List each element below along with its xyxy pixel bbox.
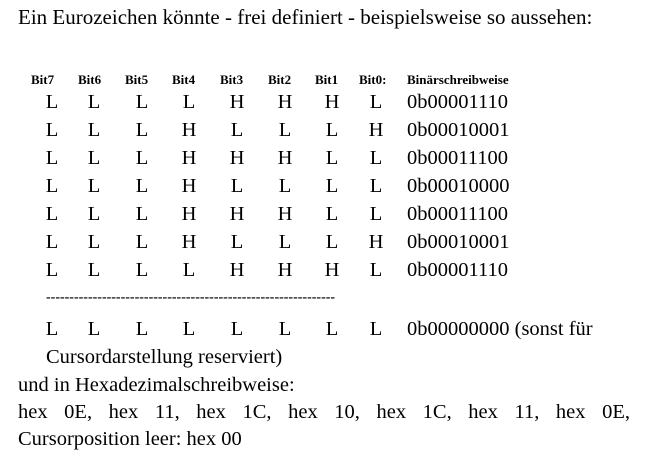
table-row bbox=[0, 203, 654, 231]
outro-line-3: Cursorposition leer: hex 00 bbox=[18, 428, 242, 450]
table-row-reset bbox=[0, 318, 654, 346]
bit-cell: H bbox=[368, 119, 384, 141]
outro-line-1: und in Hexadezimalschreibweise: bbox=[18, 374, 295, 396]
header-bit6: Bit6 bbox=[78, 72, 102, 87]
bit-cell: L bbox=[135, 91, 149, 113]
bit-cell: L bbox=[325, 119, 339, 141]
bit-cell: L bbox=[135, 259, 149, 281]
outro-line-2: hex 0E, hex 11, hex 1C, hex 10, hex 1C, hex 11, hex 0E, bbox=[18, 401, 630, 423]
bit-cell: H bbox=[368, 231, 384, 253]
binary-cell: 0b00011100 bbox=[407, 203, 508, 225]
bit-cell: L bbox=[182, 318, 196, 340]
bit-cell: H bbox=[277, 203, 293, 225]
bit-cell: L bbox=[325, 175, 339, 197]
bit-cell: L bbox=[87, 231, 101, 253]
bit-cell: L bbox=[87, 147, 101, 169]
bit-cell: H bbox=[181, 147, 197, 169]
table-row bbox=[0, 119, 654, 147]
bit-cell: H bbox=[181, 231, 197, 253]
bit-cell: H bbox=[277, 147, 293, 169]
bit-cell: L bbox=[230, 231, 244, 253]
table-row bbox=[0, 231, 654, 259]
bit-cell: L bbox=[278, 318, 292, 340]
bit-cell: H bbox=[229, 147, 245, 169]
bit-cell: H bbox=[324, 91, 340, 113]
header-bit4: Bit4 bbox=[172, 72, 196, 87]
bit-cell: L bbox=[45, 119, 59, 141]
bit-cell: H bbox=[229, 91, 245, 113]
bit-cell: L bbox=[369, 147, 383, 169]
bit-cell: L bbox=[325, 231, 339, 253]
bit-cell: H bbox=[324, 259, 340, 281]
binary-cell: 0b00010001 bbox=[407, 119, 510, 141]
table-row bbox=[0, 147, 654, 175]
bit-cell: L bbox=[369, 175, 383, 197]
bit-cell: L bbox=[45, 147, 59, 169]
binary-cell: 0b00010000 bbox=[407, 175, 510, 197]
bit-cell: L bbox=[45, 203, 59, 225]
binary-cell: 0b00001110 bbox=[407, 259, 508, 281]
dashed-separator: -------------------------------------------------------------- bbox=[46, 290, 336, 305]
bit-cell: L bbox=[325, 318, 339, 340]
bit-cell: L bbox=[45, 318, 59, 340]
bit-cell: H bbox=[229, 259, 245, 281]
bit-cell: L bbox=[135, 119, 149, 141]
bit-cell: L bbox=[278, 231, 292, 253]
binary-cell: 0b00010001 bbox=[407, 231, 510, 253]
bit-cell: L bbox=[182, 259, 196, 281]
bit-cell: H bbox=[181, 119, 197, 141]
table-header bbox=[0, 72, 654, 90]
bit-cell: H bbox=[277, 259, 293, 281]
header-bit3: Bit3 bbox=[220, 72, 244, 87]
bit-cell: L bbox=[230, 318, 244, 340]
header-bit2: Bit2 bbox=[268, 72, 292, 87]
bit-cell: L bbox=[87, 175, 101, 197]
binary-cell: 0b00011100 bbox=[407, 147, 508, 169]
bit-cell: H bbox=[181, 175, 197, 197]
bit-cell: L bbox=[369, 259, 383, 281]
bit-cell: L bbox=[369, 318, 383, 340]
table-row bbox=[0, 175, 654, 203]
bit-cell: L bbox=[45, 91, 59, 113]
bit-cell: L bbox=[87, 203, 101, 225]
bit-cell: L bbox=[182, 91, 196, 113]
table-row bbox=[0, 91, 654, 119]
bit-cell: L bbox=[369, 203, 383, 225]
bit-cell: L bbox=[45, 175, 59, 197]
bit-cell: L bbox=[135, 175, 149, 197]
bit-cell: L bbox=[87, 259, 101, 281]
intro-text: Ein Eurozeichen könnte - frei definiert - beispielsweise so aussehen: bbox=[18, 5, 593, 29]
bit-cell: L bbox=[135, 203, 149, 225]
bit-cell: L bbox=[230, 119, 244, 141]
header-bit1: Bit1 bbox=[315, 72, 339, 87]
bit-cell: L bbox=[45, 231, 59, 253]
bit-cell: L bbox=[135, 231, 149, 253]
bit-cell: L bbox=[325, 147, 339, 169]
bit-cell: L bbox=[325, 203, 339, 225]
bit-cell: H bbox=[277, 91, 293, 113]
header-bit5: Bit5 bbox=[125, 72, 149, 87]
binary-cell: 0b00000000 (sonst für bbox=[407, 318, 593, 340]
binary-cell: 0b00001110 bbox=[407, 91, 508, 113]
header-binary: Binärschreibweise bbox=[407, 72, 509, 87]
bit-cell: L bbox=[230, 175, 244, 197]
bit-cell: L bbox=[135, 147, 149, 169]
bit-cell: L bbox=[87, 91, 101, 113]
header-bit0: Bit0: bbox=[359, 72, 387, 87]
bit-cell: H bbox=[229, 203, 245, 225]
bit-cell: L bbox=[45, 259, 59, 281]
bit-cell: L bbox=[87, 119, 101, 141]
bit-table bbox=[0, 91, 654, 287]
outro-paragraph bbox=[18, 372, 630, 453]
bit-cell: L bbox=[369, 91, 383, 113]
bit-cell: L bbox=[278, 175, 292, 197]
bit-cell: L bbox=[135, 318, 149, 340]
reset-note: Cursordarstellung reserviert) bbox=[46, 346, 283, 368]
bit-cell: L bbox=[87, 318, 101, 340]
bit-cell: L bbox=[278, 119, 292, 141]
bit-cell: H bbox=[181, 203, 197, 225]
intro-paragraph bbox=[18, 4, 630, 31]
table-row bbox=[0, 259, 654, 287]
header-bit7: Bit7 bbox=[31, 72, 55, 87]
